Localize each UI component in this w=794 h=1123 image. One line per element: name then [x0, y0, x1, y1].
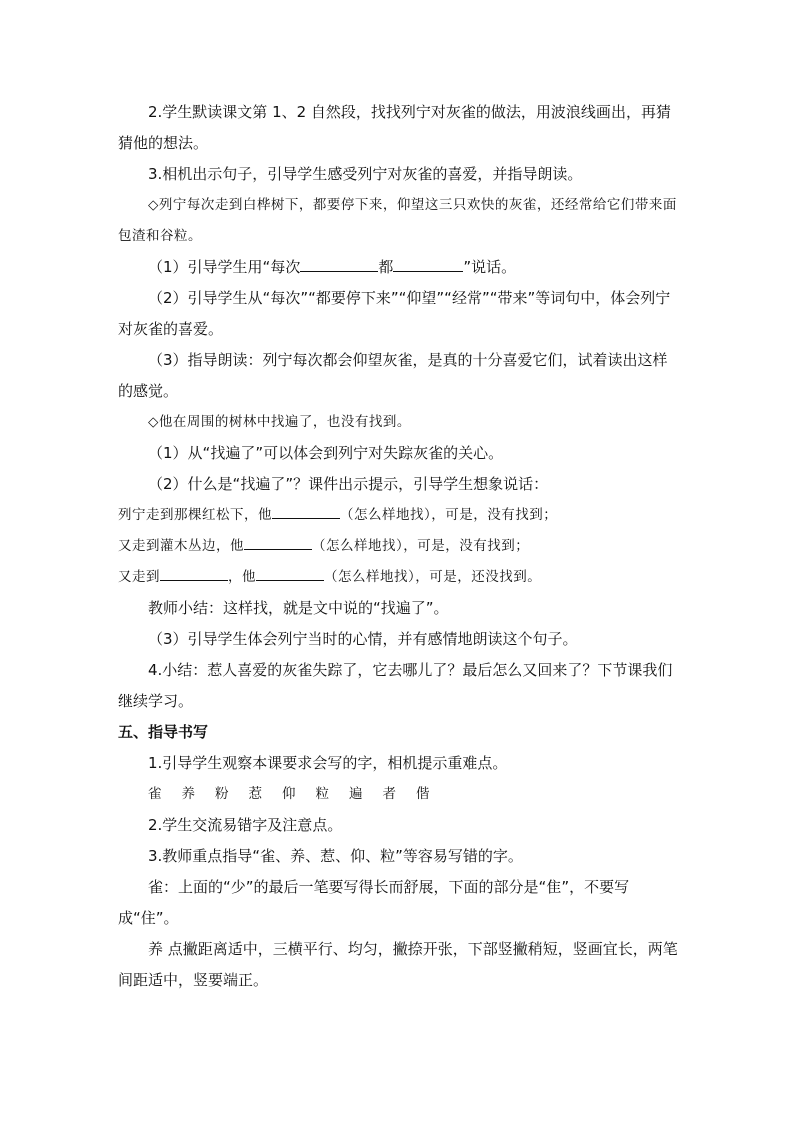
paragraph-sub-1	[118, 252, 678, 283]
character-item: 粒	[315, 786, 329, 802]
text-fragment: 列宁走到那棵红松下，他	[118, 507, 272, 523]
paragraph-step-2: 2.学生默读课文第 1、2 自然段，找找列宁对灰雀的做法，用波浪线画出，再猜猜他的想法。	[118, 103, 671, 152]
paragraph-sub-3: （3）指导朗读：列宁每次都会仰望灰雀，是真的十分喜爱它们，试着读出这样的感觉。	[118, 351, 668, 400]
prompt-line-3	[118, 562, 678, 593]
fill-blank	[256, 564, 324, 581]
document-content	[118, 97, 678, 996]
character-item: 雀	[148, 786, 162, 802]
fill-blank	[393, 255, 463, 272]
writing-step-3: 3.教师重点指导“雀、养、惹、仰、粒”等容易写错的字。	[148, 847, 523, 865]
writing-step-1: 1.引导学生观察本课要求会写的字，相机提示重难点。	[148, 754, 508, 772]
paragraph-sub-5: （2）什么是“找遍了”？课件出示提示，引导学生想象说话：	[148, 475, 549, 493]
fill-blank	[244, 533, 312, 550]
paragraph-step-3: 3.相机出示句子，引导学生感受列宁对灰雀的喜爱，并指导朗读。	[148, 165, 583, 183]
character-item: 仰	[282, 786, 296, 802]
prompt-line-1	[118, 500, 678, 531]
text-fragment: 都	[378, 258, 394, 276]
prompt-line-2	[118, 531, 678, 562]
text-fragment: （怎么样地找），可是，没有找到；	[340, 507, 558, 523]
character-list	[118, 779, 678, 810]
character-item: 惹	[248, 786, 262, 802]
paragraph-sub-6: （3）引导学生体会列宁当时的心情，并有感情地朗读这个句子。	[148, 630, 578, 648]
paragraph-sub-4: （1）从“找遍了”可以体会到列宁对失踪灰雀的关心。	[148, 444, 504, 462]
text-fragment: 又走到	[118, 569, 160, 585]
text-fragment: （1）引导学生用“每次	[148, 258, 301, 276]
text-fragment: ”说话。	[463, 258, 517, 276]
text-fragment: 又走到灌木丛边，他	[118, 538, 244, 554]
writing-step-2: 2.学生交流易错字及注意点。	[148, 816, 343, 834]
character-item: 养	[181, 786, 195, 802]
fill-blank	[300, 255, 378, 272]
fill-blank	[160, 564, 228, 581]
fill-blank	[272, 502, 340, 519]
character-item: 者	[382, 786, 396, 802]
paragraph-step-4: 4.小结：惹人喜爱的灰雀失踪了，它去哪儿了？最后怎么又回来了？下节课我们继续学习。	[118, 661, 673, 710]
teacher-summary: 教师小结：这样找，就是文中说的“找遍了”。	[148, 599, 449, 617]
writing-note-yang: 养 点撇距离适中，三横平行、均匀，撇捺开张，下部竖撇稍短，竖画宜长，两笔间距适中，竖要端正。	[118, 940, 678, 989]
character-item: 偕	[416, 786, 430, 802]
text-fragment: （怎么样地找），可是，没有找到；	[312, 538, 530, 554]
example-sentence-2: ◇他在周围的树林中找遍了，也没有找到。	[148, 414, 411, 430]
character-item: 遍	[349, 786, 363, 802]
text-fragment: ，他	[228, 569, 256, 585]
writing-note-que: 雀：上面的“少”的最后一笔要写得长而舒展，下面的部分是“隹”，不要写成“住”。	[118, 878, 630, 927]
character-item: 粉	[215, 786, 229, 802]
section-heading-5: 五、指导书写	[118, 723, 209, 741]
text-fragment: （怎么样地找），可是，还没找到。	[324, 569, 542, 585]
paragraph-sub-2: （2）引导学生从“每次”“都要停下来”“仰望”“经常”“带来”等词句中，体会列宁对灰雀的喜爱。	[118, 289, 671, 338]
example-sentence-1: ◇列宁每次走到白桦树下，都要停下来，仰望这三只欢快的灰雀，还经常给它们带来面包渣和谷粒。	[118, 197, 677, 244]
